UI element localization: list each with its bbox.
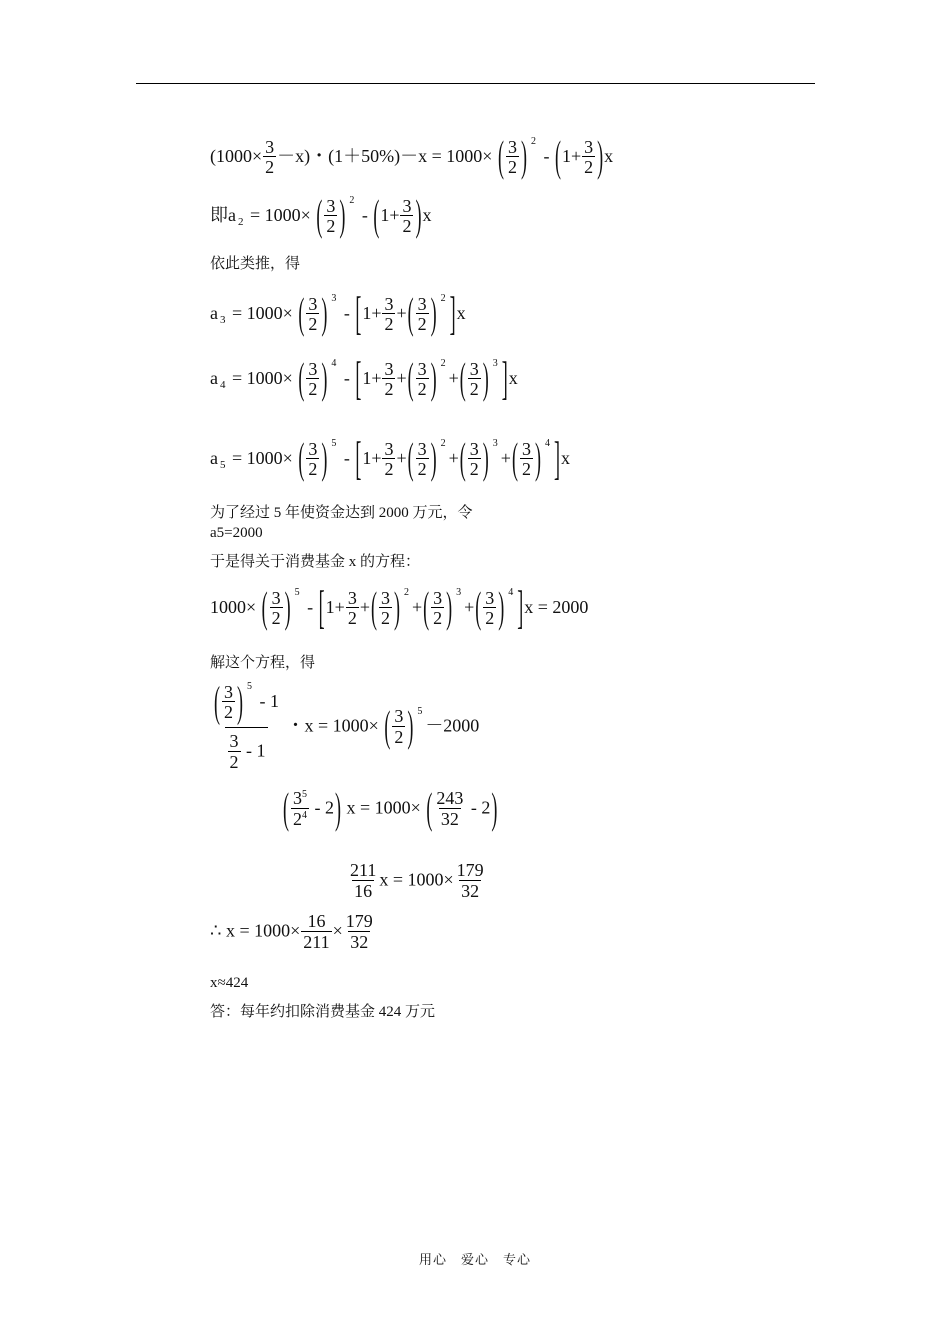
text-eq-intro: 于是得关于消费基金 x 的方程： xyxy=(210,554,421,570)
header-rule xyxy=(136,83,815,84)
fraction: $\frac{3}{2}$ xyxy=(347,587,357,629)
fraction: $\frac{3}{2}$ xyxy=(584,136,594,178)
fraction: $\frac{3}{2}$ xyxy=(265,136,275,178)
solution-step-2: ( $\frac{3^5}{2^4}$ - 2) x = 1000× ( $\frac{243}{32}$ - 2) xyxy=(283,784,498,833)
fraction: $\frac{243}{32}$ xyxy=(436,788,464,829)
fraction: $\frac{16}{211}$ xyxy=(303,911,330,952)
fraction: $\frac{3}{2}$ xyxy=(417,438,427,480)
fraction: $\frac{3}{2}$ xyxy=(308,358,318,400)
fraction: $\frac{3}{2}$ xyxy=(417,293,427,335)
fraction: $\frac{3}{2}$ xyxy=(402,195,412,237)
fraction: $\frac{3^5}{2^4}$ xyxy=(293,788,307,829)
text-solve: 解这个方程，得 xyxy=(210,655,316,671)
fraction: $\frac{3}{2}$ xyxy=(384,438,394,480)
equation-a4: a $_4$ = 1000× ( $\frac{3}{2}$ ) $^4$ - [1+ $\frac{3}{2}$ +( $\frac{3}{2}$ ) $^2$+( $\frac{3}{2}$ ) $^3$ ]x xyxy=(210,352,518,405)
expr-text: －x)・(1＋50%)－x = 1000× xyxy=(277,146,493,166)
page-footer: 用心 爱心 专心 xyxy=(418,1252,531,1267)
text-goal: 为了经过 5 年使资金达到 2000 万元，令 xyxy=(210,505,473,521)
fraction: $\frac{3}{2}$ xyxy=(433,587,443,629)
fraction: $\frac{3}{2}$ xyxy=(271,587,281,629)
equation-a5: a $_5$ = 1000× ( $\frac{3}{2}$ ) $^5$ - [1+ $\frac{3}{2}$ +( $\frac{3}{2}$ ) $^2$+( $\frac{3}{2}$ ) $^3$+( $\frac{3}{2}$ ) $^4$ ]x xyxy=(210,432,570,485)
fraction: $\frac{211}{16}$ xyxy=(350,860,377,901)
compound-fraction: ( $\frac{3}{2}$ ) $^5$ - 1 $\frac{3}{2}$ - 1 xyxy=(214,677,279,773)
fraction: $\frac{3}{2}$ xyxy=(384,293,394,335)
fraction: $\frac{3}{2}$ xyxy=(469,438,479,480)
solution-step-3: $\frac{211}{16}$ x = 1000× $\frac{179}{32}$ xyxy=(350,860,484,901)
fraction: $\frac{3}{2}$ xyxy=(394,706,404,747)
fraction: $\frac{3}{2}$ xyxy=(469,358,479,400)
fraction: $\frac{3}{2}$ xyxy=(384,358,394,400)
text-approx: x≈424 xyxy=(210,975,249,991)
solution-step-1: ( $\frac{3}{2}$ ) $^5$ - 1 $\frac{3}{2}$ - 1 ・x = 1000× ( $\frac{3}{2}$ ) $^5$－2000 xyxy=(210,682,479,773)
fraction: $\frac{3}{2}$ xyxy=(326,195,336,237)
fraction: $\frac{3}{2}$ xyxy=(380,587,390,629)
fraction: $\frac{3}{2}$ xyxy=(308,293,318,335)
equation-line-1: (1000× $\frac{3}{2}$ －x)・(1＋50%)－x = 1000× ( $\frac{3}{2}$ ) $^2$ - (1+ $\frac{3}{2}$ )x xyxy=(210,132,614,181)
fraction: $\frac{179}{32}$ xyxy=(345,911,373,952)
fraction: $\frac{3}{2}$ xyxy=(417,358,427,400)
fraction: $\frac{3}{2}$ xyxy=(485,587,495,629)
fraction: $\frac{3}{2}$ xyxy=(507,136,517,178)
solution-step-4: ∴ x = 1000× $\frac{16}{211}$ × $\frac{179}{32}$ xyxy=(210,911,373,952)
equation-line-2: 即a $_2$ = 1000× ( $\frac{3}{2}$ ) $^2$ - (1+ $\frac{3}{2}$ )x xyxy=(210,191,432,240)
text-a5: a5=2000 xyxy=(210,525,263,541)
equation-final: 1000× ( $\frac{3}{2}$ ) $^5$ - [1+ $\frac{3}{2}$ +( $\frac{3}{2}$ ) $^2$+( $\frac{3}{2}$ ) $^3$+( $\frac{3}{2}$ ) $^4$ ]x = 2000 xyxy=(210,581,589,634)
fraction: $\frac{179}{32}$ xyxy=(456,860,484,901)
expr-text: (1000× xyxy=(210,146,263,166)
text-answer: 答：每年约扣除消费基金 424 万元 xyxy=(210,1004,436,1020)
text-infer: 依此类推，得 xyxy=(210,256,301,272)
fraction: $\frac{3}{2}$ xyxy=(521,438,531,480)
equation-a3: a $_3$ = 1000× ( $\frac{3}{2}$ ) $^3$ - [1+ $\frac{3}{2}$ +( $\frac{3}{2}$ ) $^2$ ]x xyxy=(210,287,466,340)
fraction: $\frac{3}{2}$ xyxy=(308,438,318,480)
